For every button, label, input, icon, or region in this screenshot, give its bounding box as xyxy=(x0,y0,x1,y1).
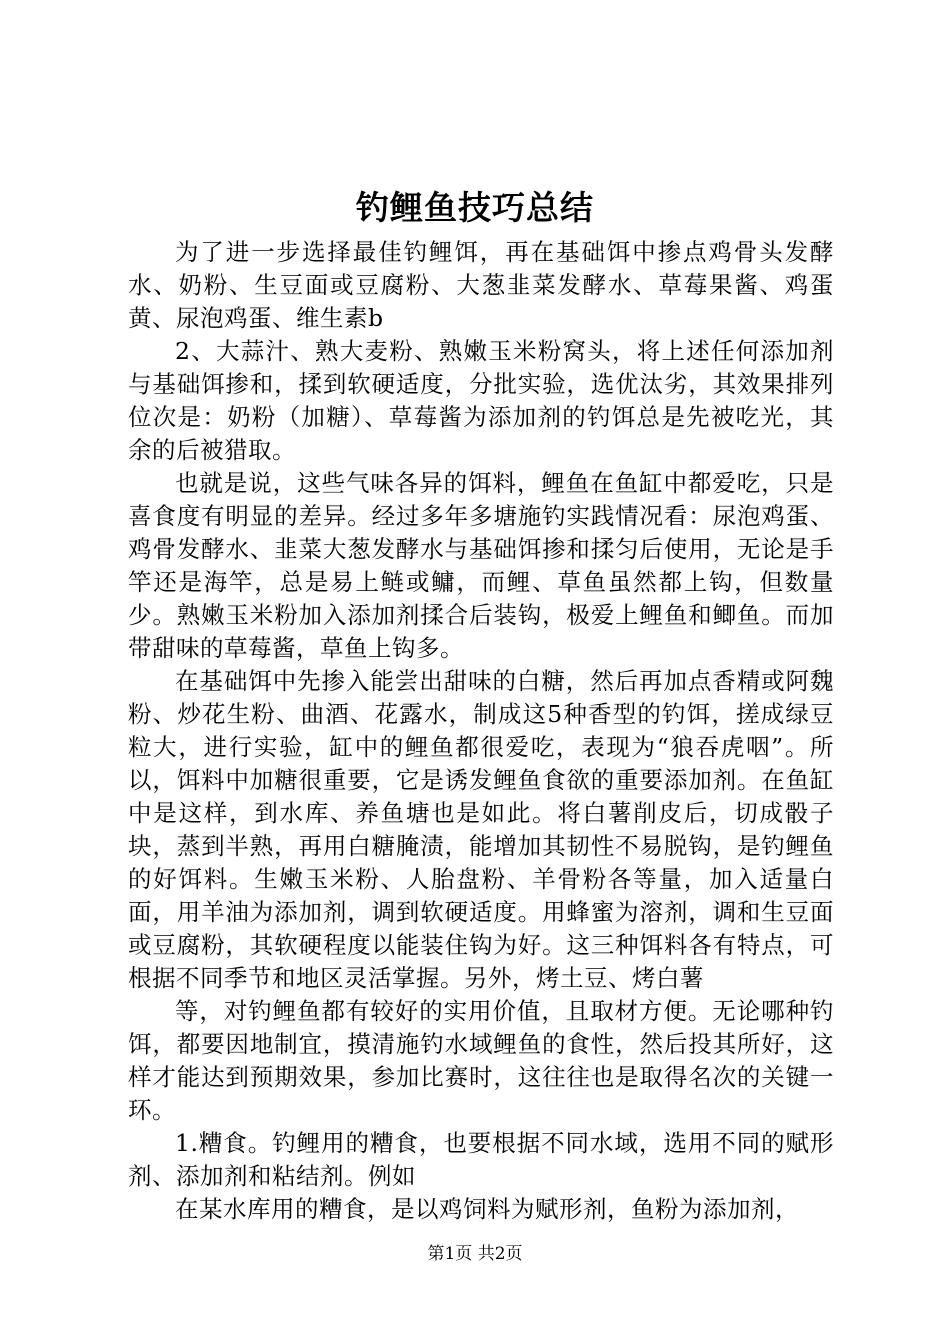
page-number-footer: 第1页 共2页 xyxy=(427,1244,523,1264)
document-title: 钓鲤鱼技巧总结 xyxy=(356,188,594,227)
paragraph-2: 2、大蒜汁、熟大麦粉、熟嫩玉米粉窝头，将上述任何添加剂与基础饵掺和，揉到软硬适度，分批实验，选优汰劣，其效果排列位次是：奶粉（加糖）、草莓酱为添加剂的钓饵总是先被吃光，其余的后被猎取。 xyxy=(128,337,834,464)
paragraph-5: 等，对钓鲤鱼都有较好的实用价值，且取材方便。无论哪种钓饵，都要因地制宜，摸清施钓水域鲤鱼的食性，然后投其所好，这样才能达到预期效果，参加比赛时，这往往也是取得名次的关键一环。 xyxy=(128,997,834,1124)
paragraph-1: 为了进一步选择最佳钓鲤饵，再在基础饵中掺点鸡骨头发酵水、奶粉、生豆面或豆腐粉、大葱韭菜发酵水、草莓果酱、鸡蛋黄、尿泡鸡蛋、维生素b xyxy=(128,238,834,332)
paragraph-7: 在某水库用的糟食，是以鸡饲料为赋形剂，鱼粉为添加剂， xyxy=(175,1195,799,1223)
paragraph-3: 也就是说，这些气味各异的饵料，鲤鱼在鱼缸中都爱吃，只是喜食度有明显的差异。经过多年多塘施钓实践情况看：尿泡鸡蛋、鸡骨发酵水、韭菜大葱发酵水与基础饵掺和揉匀后使用，无论是手竿还是海竿，总是易上鲢或鳙，而鲤、草鱼虽然都上钩，但数量少。熟嫩玉米粉加入添加剂揉合后装钩，极爱上鲤鱼和鲫鱼。而加带甜味的草莓酱，草鱼上钩多。 xyxy=(128,469,834,662)
paragraph-6: 1.糟食。钓鲤用的糟食，也要根据不同水域，选用不同的赋形剂、添加剂和粘结剂。例如 xyxy=(128,1129,834,1190)
document-body xyxy=(128,236,834,1226)
paragraph-4: 在基础饵中先掺入能尝出甜味的白糖，然后再加点香精或阿魏粉、炒花生粉、曲酒、花露水，制成这5种香型的钓饵，搓成绿豆粒大，进行实验，缸中的鲤鱼都很爱吃，表现为“狼吞虎咽”。所以，饵料中加糖很重要，它是诱发鲤鱼食欲的重要添加剂。在鱼缸中是这样，到水库、养鱼塘也是如此。将白薯削皮后，切成骰子块，蒸到半熟，再用白糖腌渍，能增加其韧性不易脱钩，是钓鲤鱼的好饵料。生嫩玉米粉、人胎盘粉、羊骨粉各等量，加入适量白面，用羊油为添加剂，调到软硬适度。用蜂蜜为溶剂，调和生豆面或豆腐粉，其软硬程度以能装住钩为好。这三种饵料各有特点，可根据不同季节和地区灵活掌握。另外，烤土豆、烤白薯 xyxy=(128,667,834,992)
